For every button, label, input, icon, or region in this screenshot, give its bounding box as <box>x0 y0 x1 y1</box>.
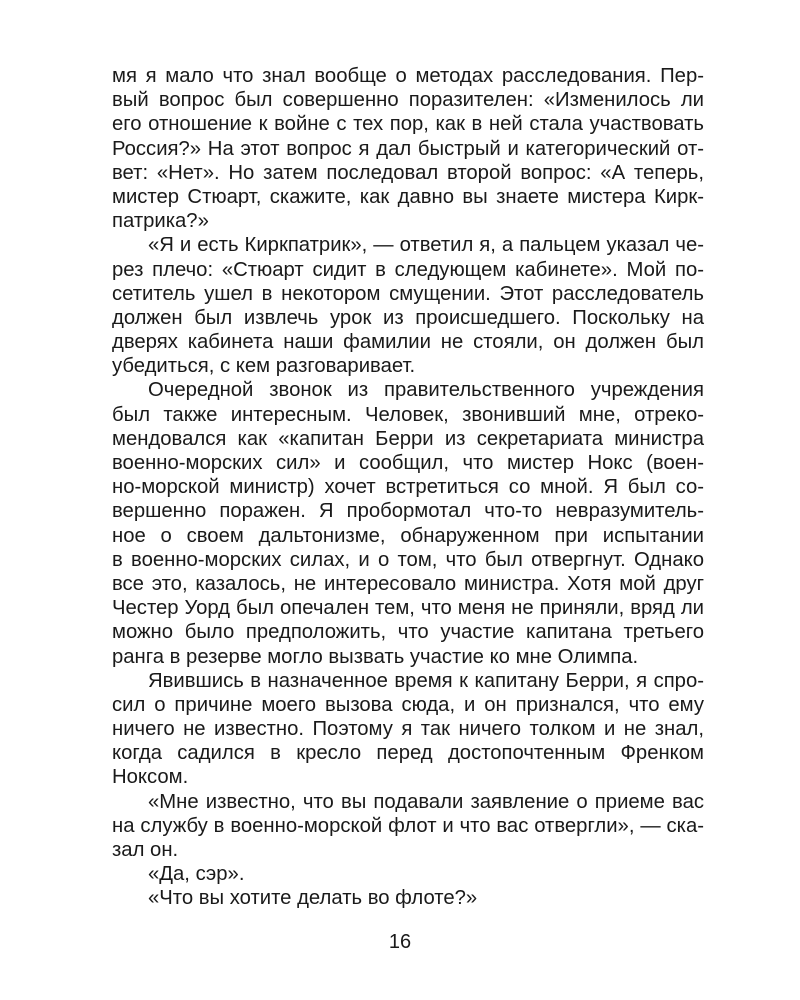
page-number: 16 <box>388 931 412 953</box>
text-line: был также интересным. Человек, звонивший мне, отреко- <box>112 403 704 426</box>
text-line: убедиться, с кем разговаривает. <box>112 355 416 378</box>
text-line: можно было предположить, что участие капитана третьего <box>112 621 704 644</box>
text-line: все это, казалось, не интересовало министра. Хотя мой друг <box>112 572 704 595</box>
text-line: мя я мало что знал вообще о методах расследования. Пер- <box>112 65 704 87</box>
text-line: Россия?» На этот вопрос я дал быстрый и категорический от- <box>112 137 704 160</box>
text-line: в военно-морских силах, и о том, что был отвергнут. Однако <box>112 548 704 571</box>
text-line: ное о своем дальтонизме, обнаруженном при испытании <box>112 524 704 547</box>
text-line: когда садился в кресло перед достопочтенным Френком <box>112 742 704 765</box>
text-line: «Я и есть Киркпатрик», — ответил я, а пальцем указал че- <box>148 234 704 257</box>
text-line: вый вопрос был совершенно поразителен: «Изменилось ли <box>112 89 704 112</box>
text-line: «Мне известно, что вы подавали заявление о приеме вас <box>148 790 704 813</box>
text-line: на службу в военно-морской флот и что вас отвергли», — ска- <box>112 814 704 837</box>
text-line: Явившись в назначенное время к капитану Берри, я спро- <box>148 669 704 692</box>
text-line: сетитель ушел в некотором смущении. Этот расследователь <box>112 282 704 305</box>
text-line: ничего не известно. Поэтому я так ничего толком и не знал, <box>112 718 704 741</box>
text-line: мендовался как «капитан Берри из секретариата министра <box>112 427 704 450</box>
text-line: вет: «Нет». Но затем последовал второй вопрос: «А теперь, <box>112 161 704 184</box>
text-line: «Да, сэр». <box>148 863 245 886</box>
text-line: должен был извлечь урок из происшедшего. Поскольку на <box>112 306 704 329</box>
text-line: военно-морских сил» и сообщил, что мистер Нокс (воен- <box>112 452 704 474</box>
text-line: рез плечо: «Стюарт сидит в следующем кабинете». Мой по- <box>112 258 704 281</box>
text-line: «Что вы хотите делать во флоте?» <box>148 887 478 910</box>
page-body <box>112 64 704 911</box>
text-line: дверях кабинета наши фамилии не стояли, он должен был <box>112 331 704 354</box>
text-line: мистер Стюарт, скажите, как давно вы знаете мистера Кирк- <box>112 185 704 208</box>
text-line: его отношение к войне с тех пор, как в ней стала участвовать <box>112 113 704 136</box>
text-line: зал он. <box>112 839 179 861</box>
text-line: Ноксом. <box>112 766 189 789</box>
text-line: но-морской министр) хочет встретиться со мной. Я был со- <box>112 476 704 499</box>
text-line: сил о причине моего вызова сюда, и он признался, что ему <box>112 693 704 716</box>
text-line: ранга в резерве могло вызвать участие ко мне Олимпа. <box>112 645 639 668</box>
text-line: вершенно поражен. Я пробормотал что-то невразумитель- <box>112 500 704 523</box>
text-line: Очередной звонок из правительственного учреждения <box>148 379 704 402</box>
text-line: патрика?» <box>112 210 209 233</box>
text-line: Честер Уорд был опечален тем, что меня не приняли, вряд ли <box>112 597 704 620</box>
